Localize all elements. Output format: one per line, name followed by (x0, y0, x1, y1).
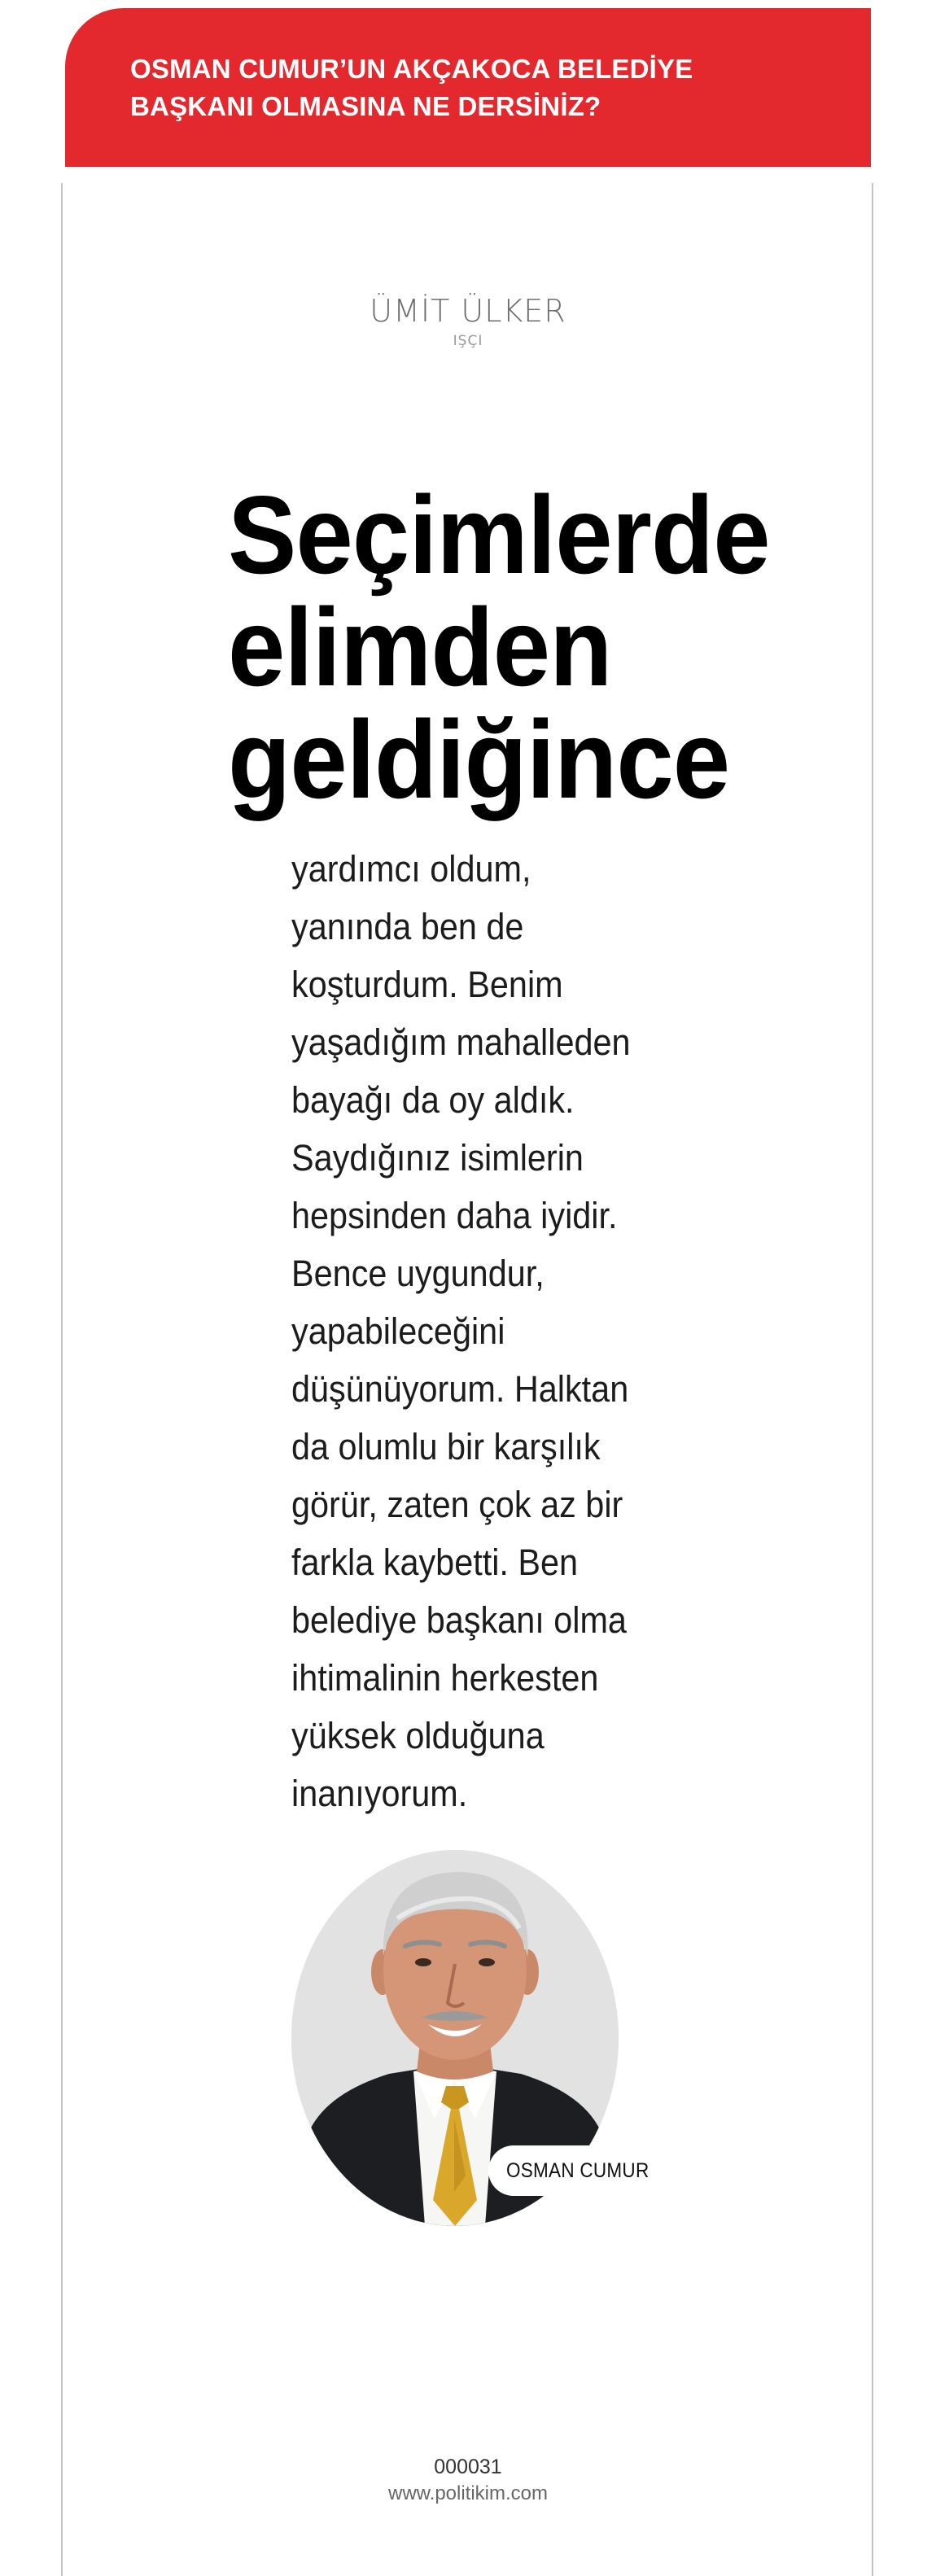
author-name: ÜMİT ÜLKER (370, 293, 566, 329)
website-url[interactable]: www.politikim.com (387, 2482, 549, 2504)
question-title: OSMAN CUMUR’UN AKÇAKOCA BELEDİYE BAŞKANI OLMASINA NE DERSİNİZ? (130, 54, 693, 121)
byline (0, 293, 936, 350)
portrait-caption (488, 2145, 688, 2196)
pull-quote-headline: Seçimlerde elimden geldiğince (228, 473, 770, 821)
article-body: yardımcı oldum, yanında ben de koşturdum. Benim yaşadığım mahalleden bayağı da oy aldık. Saydığınız isimlerin hepsinden daha iyidir. Bence uygundur, yapabileceğini düşünüyorum. Halktan da olumlu bir karşılık görür, zaten çok az bir farkla kaybetti. Ben belediye başkanı olma ihtimalinin herkesten yüksek olduğuna inanıyorum. (291, 848, 631, 1814)
author-role: IŞÇI (453, 333, 483, 349)
portrait-caption-text: OSMAN CUMUR (506, 2158, 650, 2182)
page-footer (0, 2455, 936, 2507)
page-code: 000031 (434, 2456, 502, 2478)
question-banner (65, 8, 871, 167)
